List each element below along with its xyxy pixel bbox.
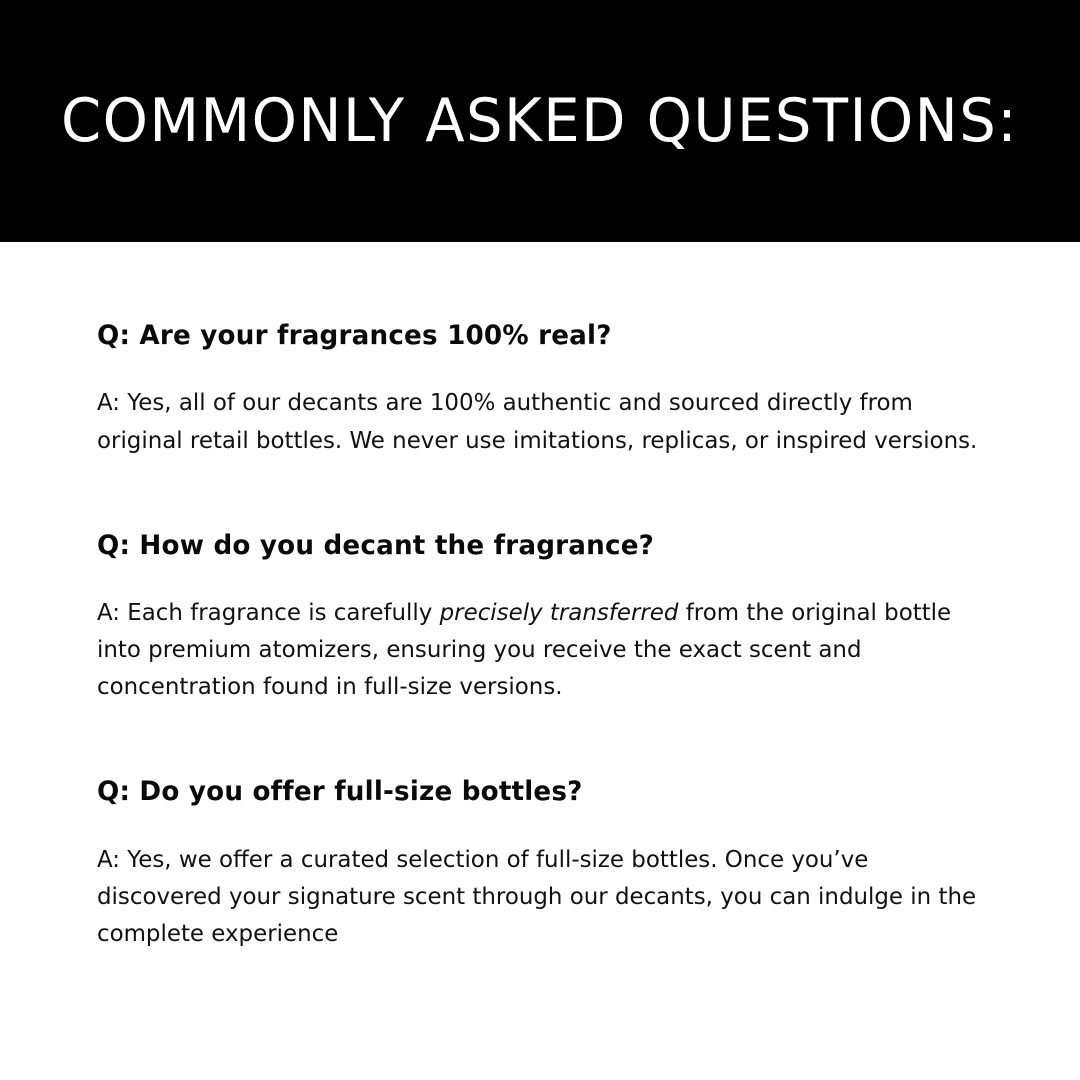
faq-question: Q: Do you offer full-size bottles? [97,776,583,808]
faq-item [97,459,1005,706]
faq-answer [97,841,982,952]
faq-answer [97,384,982,458]
faq-answer [97,594,982,705]
faq-question: Q: Are your fragrances 100% real? [97,320,612,351]
page-title: COMMONLY ASKED QUESTIONS: [61,86,1019,156]
faq-answer-text: A: Yes, all of our decants are 100% authentic and sourced directly from original retail bottles. We never use imitations, replicas, or inspired versions. [97,388,978,454]
faq-item [97,242,1005,459]
faq-answer-text: A: Yes, we offer a curated selection of full-size bottles. Once you’ve discovered your signature scent through our decants, you can indulge in the complete experience [97,844,977,948]
faq-list [0,242,1080,952]
header-band [0,0,1080,242]
faq-answer-emphasis: precisely transferred [439,598,679,627]
faq-answer-text: A: Each fragrance is carefully [97,598,440,627]
faq-answer-text-cont: from the original bottle into premium atomizers, ensuring you receive the exact scent and concentration found in full-size versions. [97,598,952,701]
faq-question: Q: How do you decant the fragrance? [97,529,655,561]
faq-item [97,705,1005,952]
